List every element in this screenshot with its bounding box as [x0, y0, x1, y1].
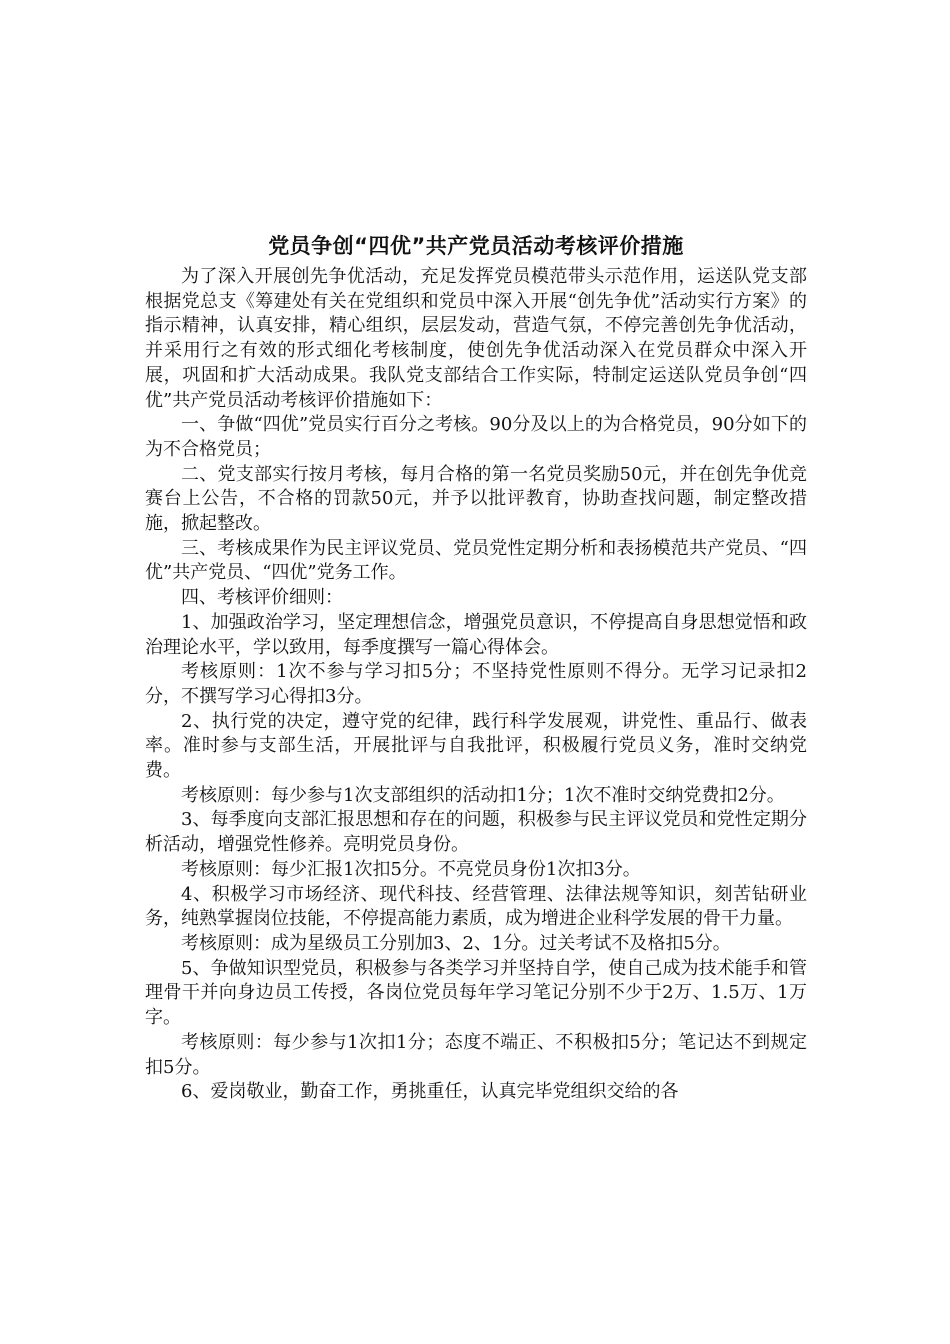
paragraph-criteria-4: 考核原则：成为星级员工分别加3、2、1分。过关考试不及格扣5分。	[181, 932, 731, 954]
document-page	[145, 228, 807, 1105]
paragraph-rule-1: 1、加强政治学习，坚定理想信念，增强党员意识，不停提高自身思想觉悟和政治理论水平，学以致用，每季度撰写一篇心得体会。	[145, 611, 807, 658]
document-title: 党员争创“四优”共产党员活动考核评价措施	[268, 234, 684, 258]
paragraph-rule-5: 5、争做知识型党员，积极参与各类学习并坚持自学，使自己成为技术能手和管理骨干并向身边员工传授，各岗位党员每年学习笔记分别不少于2万、1.5万、1万字。	[145, 957, 807, 1029]
paragraph-criteria-1: 考核原则：1次不参与学习扣5分；不坚持党性原则不得分。无学习记录扣2分，不撰写学习心得扣3分。	[145, 661, 807, 707]
paragraph-criteria-3: 考核原则：每少汇报1次扣5分。不亮党员身份1次扣3分。	[181, 858, 641, 880]
paragraph-item-2: 二、党支部实行按月考核，每月合格的第一名党员奖励50元，并在创先争优竞赛台上公告，不合格的罚款50元，并予以批评教育，协助查找问题，制定整改措施，掀起整改。	[145, 463, 807, 535]
paragraph-item-4-heading: 四、考核评价细则：	[181, 587, 343, 609]
paragraph-rule-2: 2、执行党的决定，遵守党的纪律，践行科学发展观，讲党性、重品行、做表率。准时参与支部生活，开展批评与自我批评，积极履行党员义务，准时交纳党费。	[145, 710, 807, 782]
paragraph-criteria-5: 考核原则：每少参与1次扣1分；态度不端正、不积极扣5分；笔记达不到规定扣5分。	[145, 1031, 807, 1078]
paragraph-rule-6: 6、爱岗敬业，勤奋工作，勇挑重任，认真完毕党组织交给的各	[181, 1081, 679, 1103]
paragraph-rule-4: 4、积极学习市场经济、现代科技、经营管理、法律法规等知识，刻苦钻研业务，纯熟掌握岗位技能，不停提高能力素质，成为增进企业科学发展的骨干力量。	[145, 883, 807, 930]
paragraph-criteria-2: 考核原则：每少参与1次支部组织的活动扣1分；1次不准时交纳党费扣2分。	[181, 784, 785, 806]
paragraph-item-3: 三、考核成果作为民主评议党员、党员党性定期分析和表扬模范共产党员、“四优”共产党员、“四优”党务工作。	[145, 537, 807, 584]
paragraph-intro: 为了深入开展创先争优活动，充足发挥党员模范带头示范作用，运送队党支部根据党总支《筹建处有关在党组织和党员中深入开展“创先争优”活动实行方案》的指示精神，认真安排，精心组织，层层发动，营造气氛，不停完善创先争优活动，并采用行之有效的形式细化考核制度，使创先争优活动深入在党员群众中深入开展，巩固和扩大活动成果。我队党支部结合工作实际，特制定运送队党员争创“四优”共产党员活动考核评价措施如下：	[145, 266, 807, 411]
paragraph-item-1: 一、争做“四优”党员实行百分之考核。90分及以上的为合格党员，90分如下的为不合格党员；	[145, 414, 807, 460]
paragraph-rule-3: 3、每季度向支部汇报思想和存在的问题，积极参与民主评议党员和党性定期分析活动，增强党性修养。亮明党员身份。	[145, 809, 807, 856]
